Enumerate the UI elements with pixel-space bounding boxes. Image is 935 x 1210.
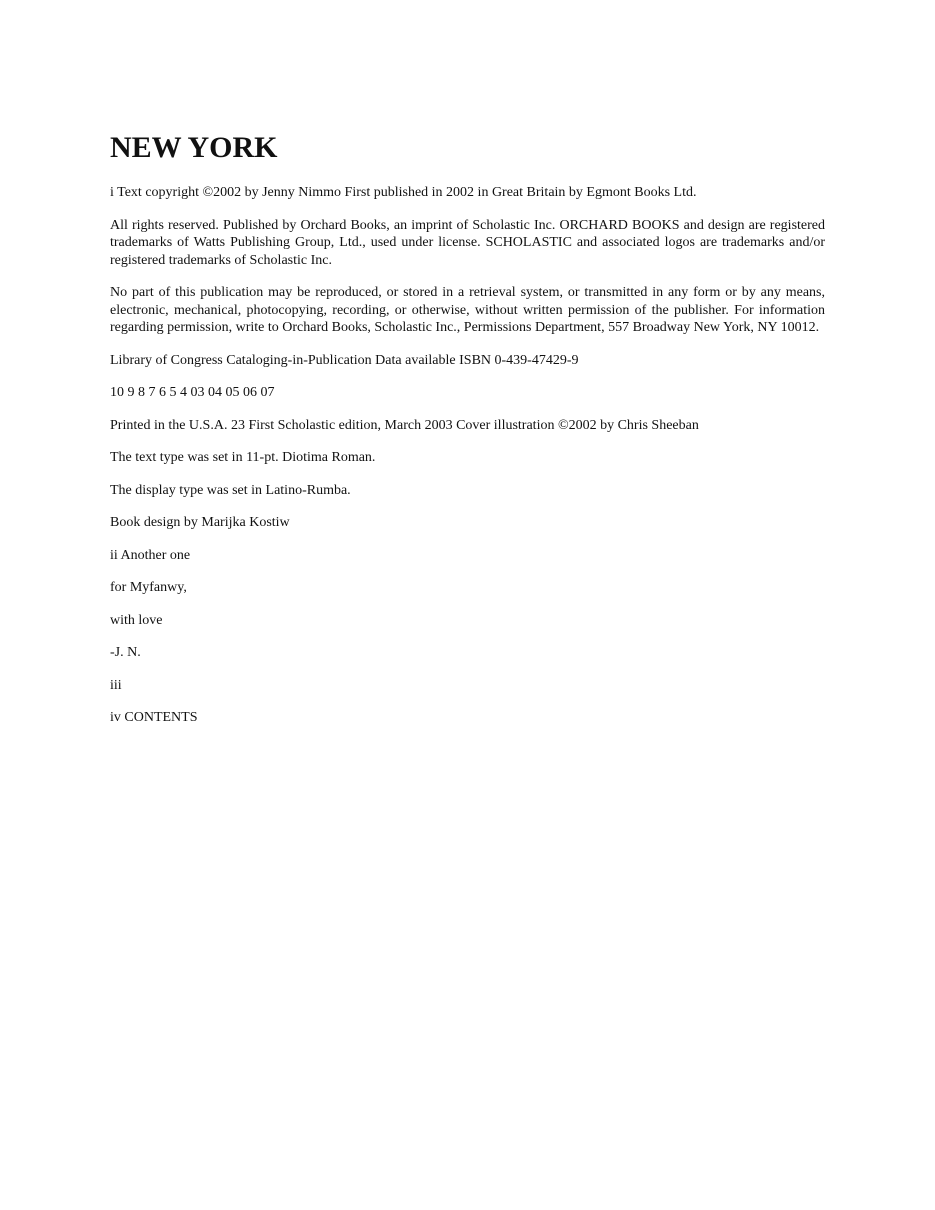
contents-heading: iv CONTENTS xyxy=(110,710,198,725)
page-title: NEW YORK xyxy=(110,131,278,164)
printing-numbers-line: 10 9 8 7 6 5 4 03 04 05 06 07 xyxy=(110,385,275,400)
dedication-heading-line: ii Another one xyxy=(110,547,191,563)
cataloging-line: Library of Congress Cataloging-in-Publication Data available ISBN 0-439-47429-9 xyxy=(110,352,579,368)
rights-paragraph: All rights reserved. Published by Orchard Books, an imprint of Scholastic Inc. ORCHARD BOOKS and design are registered trademarks of Watts Publishing Group, Ltd., used under license. SCHOLASTIC and associated logos are trademarks and/or registered trademarks of Scholastic Inc. xyxy=(110,217,825,268)
copyright-line: i Text copyright ©2002 by Jenny Nimmo First published in 2002 in Great Britain by Egmont Books Ltd. xyxy=(110,185,697,200)
page-number-iii: iii xyxy=(110,677,122,693)
book-design-line: Book design by Marijka Kostiw xyxy=(110,515,290,530)
display-type-line: The display type was set in Latino-Rumba. xyxy=(110,482,351,498)
document-page xyxy=(110,130,825,742)
dedication-signature: -J. N. xyxy=(110,645,141,660)
dedication-love-line: with love xyxy=(110,612,163,628)
printed-in-line: Printed in the U.S.A. 23 First Scholastic edition, March 2003 Cover illustration ©2002 by Chris Sheeban xyxy=(110,417,699,433)
dedication-line: for Myfanwy, xyxy=(110,580,187,595)
text-type-line: The text type was set in 11-pt. Diotima Roman. xyxy=(110,450,376,465)
permissions-paragraph: No part of this publication may be reproduced, or stored in a retrieval system, or transmitted in any form or by any means, electronic, mechanical, photocopying, recording, or otherwise, without written permission of the publisher. For information regarding permission, write to Orchard Books, Scholastic Inc., Permissions Department, 557 Broadway New York, NY 10012. xyxy=(110,285,825,335)
